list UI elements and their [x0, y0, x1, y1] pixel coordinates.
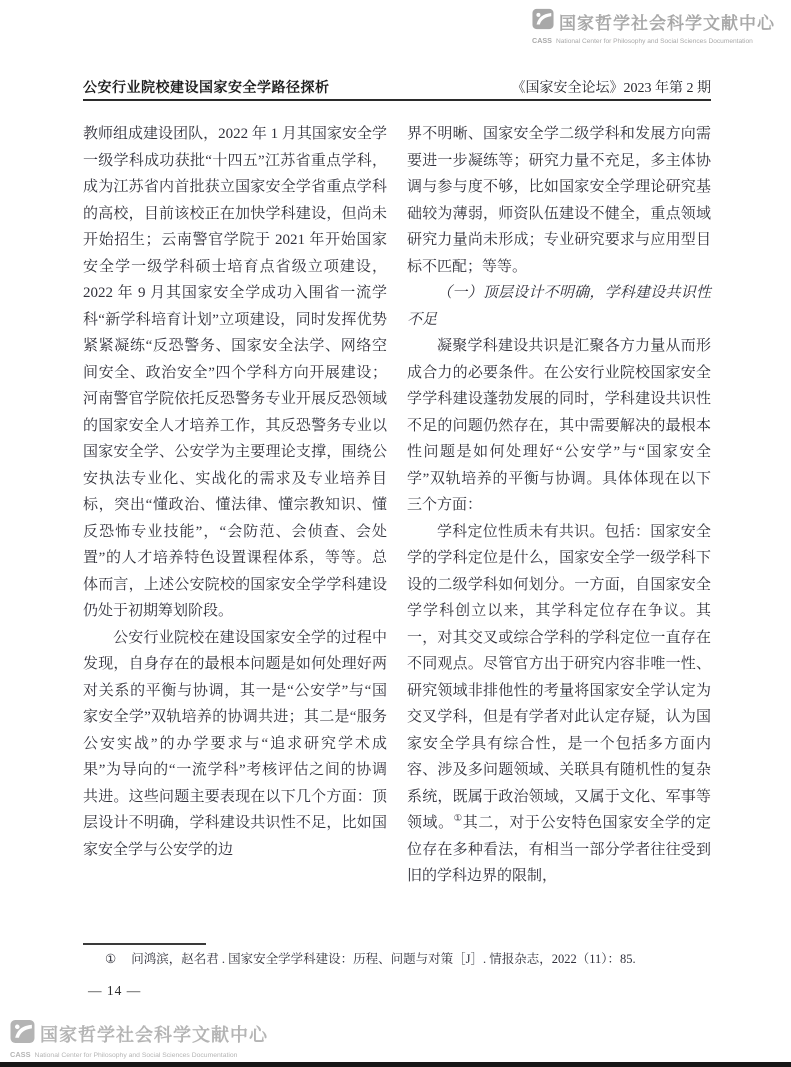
cass-name-en-row — [10, 1050, 268, 1059]
text-column-left — [83, 121, 387, 890]
text-column-right — [407, 121, 711, 890]
body-paragraph: 教师组成建设团队，2022 年 1 月其国家安全学一级学科成功获批“十四五”江苏省重点学科，成为江苏省内首批获立国家安全学省重点学科的高校，目前该校正在加快学科建设，但尚未开始招生；云南警官学院于 2021 年开始国家安全学一级学科硕士培育点省级立项建设，2022 年 9 月其国家安全学成功入围省一流学科“新学科培育计划”立项建设，同时发挥优势紧紧凝练“反恐警务、国家安全法学、网络空间安全、政治安全”四个学科方向开展建设；河南警官学院依托反恐警务专业开展反恐领域的国家安全人才培养工作，其反恐警务专业以国家安全学、公安学为主要理论支撑，围绕公安执法专业化、实战化的需求及专业培养目标，突出“懂政治、懂法律、懂宗教知识、懂反恐怖专业技能”，“会防范、会侦查、会处置”的人才培养特色设置课程体系，等等。总体而言，上述公安院校的国家安全学学科建设仍处于初期筹划阶段。 — [83, 126, 387, 619]
running-head — [83, 77, 711, 97]
footnote-marker: ① — [105, 952, 117, 966]
footnote-ref: ① — [453, 814, 463, 824]
article-title: 公安行业院校建设国家安全学路径探析 — [83, 79, 330, 95]
cass-logo-icon — [532, 8, 554, 35]
cass-abbr: CASS — [532, 36, 552, 45]
cass-name-en: National Center for Philosophy and Social Sciences Documentation — [34, 1052, 238, 1059]
cass-abbr: CASS — [10, 1050, 31, 1059]
body-paragraph: 界不明晰、国家安全学二级学科和发展方向需要进一步凝练等；研究力量不充足，多主体协调与参与度不够，比如国家安全学理论研究基础较为薄弱，师资队伍建设不健全，重点领域研究力量尚未形成；专业研究要求与应用型目标不匹配；等等。 — [407, 126, 711, 275]
body-paragraph: 公安行业院校在建设国家安全学的过程中发现，自身存在的最根本问题是如何处理好两对关系的平衡与协调，其一是“公安学”与“国家安全学”双轨培养的协调共进；其二是“服务公安实战”的办学要求与“追求研究学术成果”为导向的“一流学科”考核评估之间的协调共进。这些问题主要表现在以下几个方面：顶层设计不明确，学科建设共识性不足，比如国家安全学与公安学的边 — [83, 629, 387, 858]
cass-logo-icon — [10, 1019, 35, 1049]
footnote — [105, 950, 713, 969]
body-paragraph: 凝聚学科建设共识是汇聚各方力量从而形成合力的必要条件。在公安行业院校国家安全学学科建设蓬勃发展的同时，学科建设共识性不足的问题仍然存在，其中需要解决的最根本性问题是如何处理好“公安学”与“国家安全学”双轨培养的平衡与协调。具体体现在以下三个方面： — [407, 338, 711, 513]
cass-watermark-footer — [10, 1019, 268, 1059]
cass-name-cn: 国家哲学社会科学文献中心 — [40, 1025, 268, 1045]
footnote-divider — [83, 943, 206, 945]
cass-logo-row — [10, 1019, 268, 1049]
header-divider — [83, 99, 711, 101]
cass-name-en-row — [532, 36, 775, 45]
cass-name-en: National Center for Philosophy and Social Sciences Documentation — [555, 38, 753, 45]
cass-watermark-header — [532, 8, 775, 45]
footnote-text: 问鸿滨，赵名君 . 国家安全学学科建设：历程、问题与对策［J］. 情报杂志，2022（11）：85. — [131, 952, 636, 966]
page-number: — 14 — — [88, 983, 142, 998]
cass-name-cn: 国家哲学社会科学文献中心 — [559, 14, 775, 33]
section-heading: （一）顶层设计不明确，学科建设共识性不足 — [407, 285, 711, 328]
journal-issue-info: 《国家安全论坛》2023 年第 2 期 — [511, 81, 711, 96]
scan-edge-bar — [0, 1062, 791, 1067]
article-body — [83, 121, 711, 890]
body-paragraph: 学科定位性质未有共识。包括：国家安全学的学科定位是什么，国家安全学一级学科下设的二级学科如何划分。一方面，自国家安全学学科创立以来，其学科定位存在争议。其一，对其交叉或综合学科的学科定位一直存在不同观点。尽管官方出于研究内容非唯一性、研究领域非排他性的考量将国家安全学认定为交叉学科，但是有学者对此认定存疑，认为国家安全学具有综合性，是一个包括多方面内容、涉及多问题领域、关联具有随机性的复杂系统，既属于政治领域，又属于文化、军事等领域。①其二，对于公安特色国家安全学的定位存在多种看法，有相当一部分学者往往受到旧的学科边界的限制， — [407, 523, 711, 884]
cass-logo-row — [532, 8, 775, 35]
